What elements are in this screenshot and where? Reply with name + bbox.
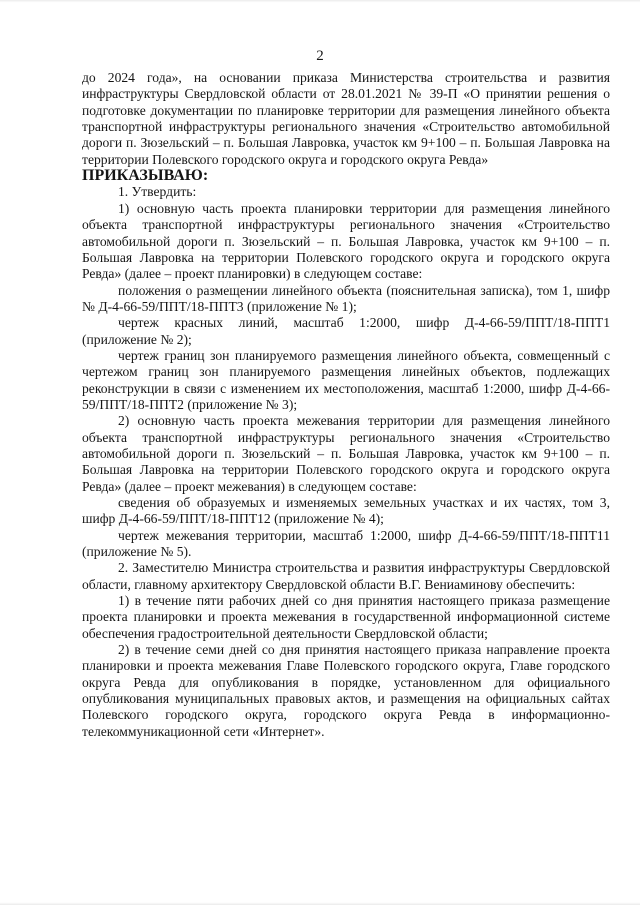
paragraph-item-1: 1. Утвердить: (118, 184, 197, 200)
paragraph-survey-drawing: чертеж межевания территории, масштаб 1:2000, шифр Д-4-66-59/ППТ/18-ППТ11 (приложение № 5). (82, 527, 610, 560)
paragraph-item-2-1: 1) в течение пяти рабочих дней со дня принятия настоящего приказа размещение проекта планировки и проекта межевания в государственной информационной системе обеспечения градостроительной деятельности Свердловской области; (82, 593, 610, 641)
order-heading: ПРИКАЗЫВАЮ: (82, 167, 209, 185)
paragraph-item-1-1: 1) основную часть проекта планировки территории для размещения линейного объекта транспортной инфраструктуры регионального значения «Строительство автомобильной дороги п. Зюзельский – п. Большая Лавровка, участок км 9+100 – п. Большая Лавровка на территории Полевского городского округа и городского округа Ревда» (далее – проект планировки) в следующем составе: (82, 200, 610, 282)
paragraph-item-2-2: 2) в течение семи дней со дня принятия настоящего приказа направление проекта планировки и проекта межевания Главе Полевского городского округа, Главе городского округа Ревда для опубликования в порядке, установленном для официального опубликования муниципальных правовых актов, и размещения на официальных сайтах Полевского городского округа, городского округа Ревда в информационно-телекоммуникационной сети «Интернет». (82, 642, 610, 739)
page-number: 2 (316, 48, 324, 64)
paragraph-explanatory-note: положения о размещении линейного объекта (пояснительная записка), том 1, шифр № Д-4-66-59/ППТ/18-ППТ3 (приложение № 1); (82, 282, 610, 314)
paragraph-preamble: до 2024 года», на основании приказа Министерства строительства и развития инфраструктуры Свердловской области от 28.01.2021 № 39-П «О принятии решения о подготовке документации по планировке территории для размещения линейного объекта транспортной инфраструктуры регионального значения «Строительство автомобильной дороги п. Зюзельский – п. Большая Лавровка, участок км 9+100 – п. Большая Лавровка на территории Полевского городского округа и городского округа Ревда» (82, 70, 610, 167)
paragraph-item-2: 2. Заместителю Министра строительства и развития инфраструктуры Свердловской области, главному архитектору Свердловской области В.Г. Вениаминову обеспечить: (82, 560, 610, 592)
paragraph-red-lines-drawing: чертеж красных линий, масштаб 1:2000, шифр Д-4-66-59/ППТ/18-ППТ1 (приложение № 2); (82, 315, 610, 347)
scan-top-edge (0, 0, 640, 3)
paragraph-zones-drawing: чертеж границ зон планируемого размещения линейного объекта, совмещенный с чертежом границ зон планируемого размещения линейных объектов, подлежащих реконструкции в связи с изменением их местоположения, масштаб 1:2000, шифр Д-4-66-59/ППТ/18-ППТ2 (приложение № 3); (82, 347, 610, 412)
paragraph-item-1-2: 2) основную часть проекта межевания территории для размещения линейного объекта транспортной инфраструктуры регионального значения «Строительство автомобильной дороги п. Зюзельский – п. Большая Лавровка, участок км 9+100 – п. Большая Лавровка на территории Полевского городского округа и городского округа Ревда» (далее – проект межевания) в следующем составе: (82, 413, 610, 494)
document-body (82, 70, 610, 740)
paragraph-land-plots-info: сведения об образуемых и изменяемых земельных участках и их частях, том 3, шифр Д-4-66-59/ППТ/18-ППТ12 (приложение № 4); (82, 495, 610, 527)
